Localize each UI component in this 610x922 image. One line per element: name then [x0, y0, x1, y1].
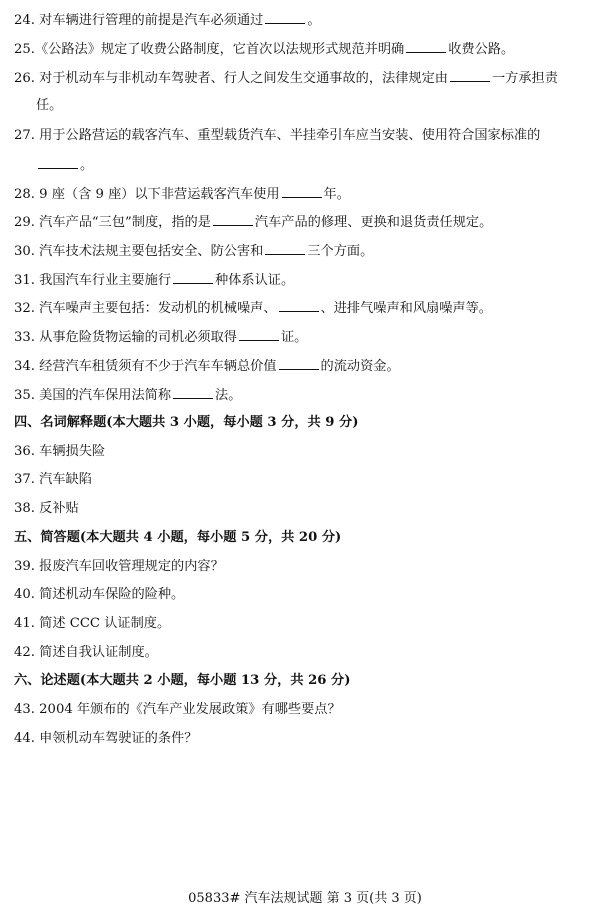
question-text: 一方承担责: [491, 71, 558, 86]
question-text: 31. 我国汽车行业主要施行: [14, 273, 172, 288]
question-32: [14, 298, 604, 319]
question-text: 种体系认证。: [215, 273, 295, 288]
answer-blank: [239, 327, 279, 341]
answer-blank: [173, 385, 213, 399]
question-31: [14, 270, 604, 291]
question-text: 34. 经营汽车租赁须有不少于汽车车辆总价值: [14, 359, 277, 374]
question-42: 42. 简述自我认证制度。: [14, 645, 158, 660]
answer-blank: [279, 356, 319, 370]
question-38: 38. 反补贴: [14, 501, 79, 516]
question-text: 任。: [36, 98, 63, 113]
question-41: 41. 简述 CCC 认证制度。: [14, 616, 171, 631]
question-text: 三个方面。: [307, 244, 374, 259]
question-text: 汽车产品的修理、更换和退货责任规定。: [254, 215, 493, 230]
question-34: [14, 356, 604, 377]
question-44: 44. 申领机动车驾驶证的条件？: [14, 731, 198, 746]
page-footer: 05833# 汽车法规试题 第 3 页(共 3 页): [188, 891, 422, 906]
question-text: 35. 美国的汽车保用法简称: [14, 388, 172, 403]
answer-blank: [38, 155, 78, 169]
question-26: [14, 68, 604, 89]
question-27-continuation: [36, 155, 610, 176]
question-text: 。: [307, 13, 321, 28]
question-39: 39. 报废汽车回收管理规定的内容？: [14, 559, 224, 574]
answer-blank: [282, 184, 322, 198]
answer-blank: [173, 270, 213, 284]
question-text: 29. 汽车产品“三包”制度，指的是: [14, 215, 211, 230]
question-28: [14, 184, 604, 205]
question-43: 43. 2004 年颁布的《汽车产业发展政策》有哪些要点？: [14, 702, 341, 717]
question-text: 33. 从事危险货物运输的司机必须取得: [14, 330, 237, 345]
answer-blank: [265, 241, 305, 255]
section-5-heading: 五、简答题(本大题共 4 小题，每小题 5 分，共 20 分): [14, 530, 342, 545]
question-text: 、进排气噪声和风扇噪声等。: [320, 301, 492, 316]
question-text: 24. 对车辆进行管理的前提是汽车必须通过: [14, 13, 264, 28]
question-text: 。: [80, 158, 94, 173]
question-35: [14, 385, 604, 406]
question-26-continuation: [36, 96, 610, 116]
question-29: [14, 212, 604, 233]
question-text: 25.《公路法》规定了收费公路制度，它首次以法规形式规范并明确: [14, 42, 405, 57]
question-33: [14, 327, 604, 348]
question-27: [14, 126, 604, 146]
question-text: 28. 9 座（含 9 座）以下非营运载客汽车使用: [14, 187, 280, 202]
answer-blank: [450, 68, 490, 82]
question-24: [14, 10, 604, 31]
answer-blank: [213, 212, 253, 226]
question-text: 证。: [280, 330, 308, 345]
question-text: 30. 汽车技术法规主要包括安全、防公害和: [14, 244, 264, 259]
question-text: 年。: [323, 187, 350, 202]
answer-blank: [406, 39, 446, 53]
question-text: 法。: [215, 388, 242, 403]
answer-blank: [265, 10, 305, 24]
question-text: 收费公路。: [448, 42, 515, 57]
question-text: 26. 对于机动车与非机动车驾驶者、行人之间发生交通事故的，法律规定由: [14, 71, 448, 86]
question-25: [14, 39, 604, 60]
question-37: 37. 汽车缺陷: [14, 472, 92, 487]
question-40: 40. 简述机动车保险的险种。: [14, 587, 185, 602]
section-6-heading: 六、论述题(本大题共 2 小题，每小题 13 分，共 26 分): [14, 673, 351, 688]
question-text: 的流动资金。: [320, 359, 400, 374]
section-4-heading: 四、名词解释题(本大题共 3 小题，每小题 3 分，共 9 分): [14, 415, 359, 430]
question-30: [14, 241, 604, 262]
question-text: 32. 汽车噪声主要包括：发动机的机械噪声、: [14, 301, 277, 316]
answer-blank: [279, 298, 319, 312]
question-text: 27. 用于公路营运的载客汽车、重型载货汽车、半挂牵引车应当安装、使用符合国家标准的: [14, 128, 541, 143]
question-36: 36. 车辆损失险: [14, 444, 106, 459]
